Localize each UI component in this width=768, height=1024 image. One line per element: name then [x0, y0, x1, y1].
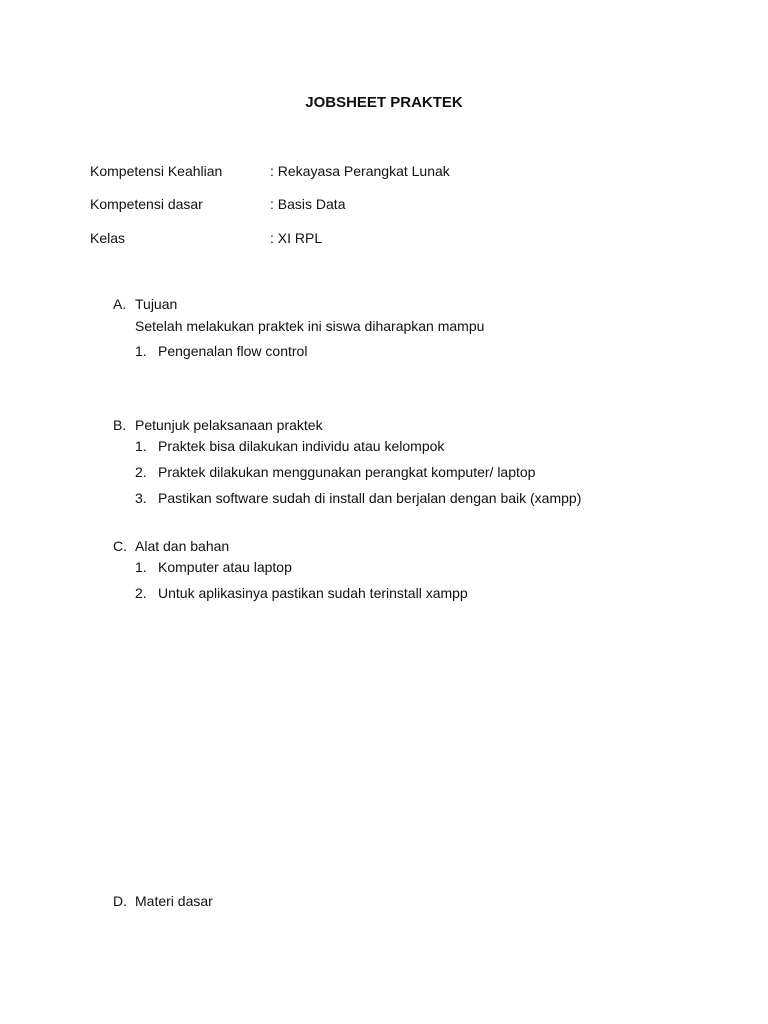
- list-item: [113, 343, 673, 369]
- meta-row-kompetensi-dasar: [90, 196, 690, 216]
- meta-value: : Rekayasa Perangkat Lunak: [270, 163, 450, 179]
- list-item-text: Praktek dilakukan menggunakan perangkat komputer/ laptop: [158, 464, 536, 480]
- list-item-number: 2.: [135, 585, 147, 601]
- meta-row-kompetensi-keahlian: [90, 163, 690, 183]
- section-tujuan: [113, 296, 673, 369]
- section-title: Alat dan bahan: [135, 538, 230, 554]
- section-description: Setelah melakukan praktek ini siswa diharapkan mampu: [135, 318, 485, 334]
- list-item-text: Komputer atau laptop: [158, 559, 292, 575]
- section-alat-bahan: [113, 538, 673, 611]
- list-item-number: 1.: [135, 438, 147, 454]
- section-heading: [113, 893, 673, 913]
- list-item-number: 2.: [135, 464, 147, 480]
- section-letter: C.: [113, 538, 127, 554]
- list-item: [113, 464, 673, 490]
- section-petunjuk: [113, 417, 673, 516]
- meta-value: : XI RPL: [270, 230, 323, 246]
- section-title: Materi dasar: [135, 893, 213, 909]
- list-item-text: Pengenalan flow control: [158, 343, 308, 359]
- section-title: Petunjuk pelaksanaan praktek: [135, 417, 323, 433]
- meta-label: Kompetensi Keahlian: [90, 163, 223, 179]
- list-item-text: Pastikan software sudah di install dan berjalan dengan baik (xampp): [158, 490, 582, 506]
- list-item-text: Untuk aplikasinya pastikan sudah terinstall xampp: [158, 585, 468, 601]
- section-title: Tujuan: [135, 296, 178, 312]
- section-letter: A.: [113, 296, 127, 312]
- list-item-number: 1.: [135, 343, 147, 359]
- meta-row-kelas: [90, 230, 690, 250]
- section-heading: [113, 538, 673, 558]
- section-letter: B.: [113, 417, 127, 433]
- list-item: [113, 438, 673, 464]
- list-item: [113, 559, 673, 585]
- list-item: [113, 585, 673, 611]
- section-heading: [113, 417, 673, 437]
- document-title: JOBSHEET PRAKTEK: [305, 94, 463, 111]
- section-letter: D.: [113, 893, 127, 909]
- meta-value: : Basis Data: [270, 196, 346, 212]
- list-item-text: Praktek bisa dilakukan individu atau kelompok: [158, 438, 445, 454]
- list-item-number: 3.: [135, 490, 147, 506]
- section-materi-dasar: [113, 893, 673, 913]
- list-item: [113, 490, 673, 516]
- meta-label: Kompetensi dasar: [90, 196, 203, 212]
- list-item-number: 1.: [135, 559, 147, 575]
- meta-label: Kelas: [90, 230, 126, 246]
- section-heading: [113, 296, 673, 316]
